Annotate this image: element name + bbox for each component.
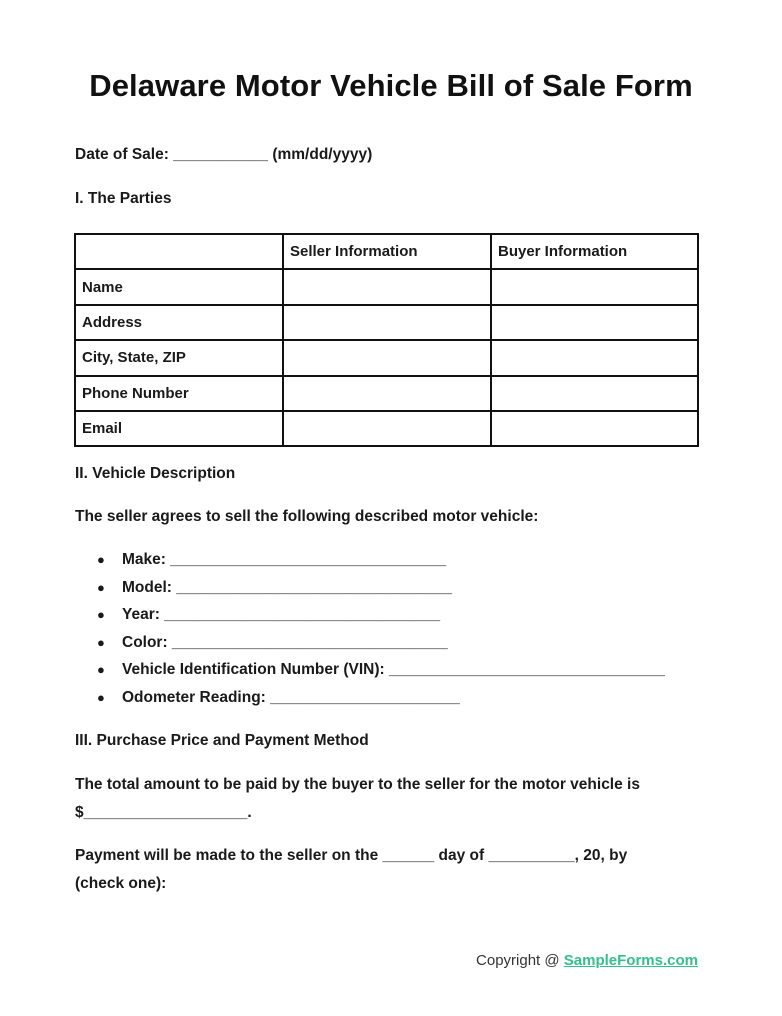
- date-of-sale-field[interactable]: Date of Sale: ___________ (mm/dd/yyyy): [75, 146, 373, 163]
- payment-check-text: (check one):: [75, 875, 167, 892]
- table-row: [75, 376, 698, 411]
- sampleforms-link[interactable]: SampleForms.com: [563, 952, 698, 969]
- vehicle-make-field[interactable]: Make: ________________________________: [122, 551, 447, 568]
- table-row: [75, 411, 698, 446]
- list-item[interactable]: [97, 577, 665, 605]
- buyer-address-cell[interactable]: [491, 305, 698, 340]
- vehicle-year-field[interactable]: Year: ________________________________: [122, 606, 441, 624]
- parties-table: [74, 233, 699, 447]
- bullet-icon: ●: [97, 552, 105, 567]
- list-item[interactable]: [97, 549, 665, 577]
- copyright-prefix: Copyright @: [476, 952, 564, 969]
- list-item[interactable]: [97, 687, 665, 715]
- seller-city-cell[interactable]: [283, 340, 491, 375]
- table-row: [75, 340, 698, 375]
- bullet-icon: ●: [97, 689, 105, 705]
- section-parties-heading: I. The Parties: [75, 190, 172, 207]
- table-header-cell: [75, 234, 283, 269]
- table-row: [75, 305, 698, 340]
- table-header-row: [75, 234, 698, 269]
- vehicle-model-field[interactable]: Model: ________________________________: [122, 578, 453, 596]
- section-payment-heading: III. Purchase Price and Payment Method: [75, 732, 369, 749]
- bullet-icon: ●: [97, 607, 105, 623]
- bullet-icon: ●: [97, 634, 105, 650]
- price-amount-field[interactable]: $___________________.: [75, 804, 252, 821]
- vehicle-details-list: [97, 549, 665, 715]
- bullet-icon: ●: [97, 662, 105, 678]
- list-item[interactable]: [97, 659, 665, 687]
- table-row: [75, 269, 698, 304]
- vehicle-vin-field[interactable]: Vehicle Identification Number (VIN): ________________________________: [122, 661, 665, 679]
- buyer-name-cell[interactable]: [491, 269, 698, 304]
- list-item[interactable]: [97, 632, 665, 660]
- list-item[interactable]: [97, 604, 665, 632]
- table-header-cell: Buyer Information: [491, 234, 698, 269]
- seller-name-cell[interactable]: [283, 269, 491, 304]
- section-vehicle-heading: II. Vehicle Description: [75, 465, 236, 482]
- vehicle-odometer-field[interactable]: Odometer Reading: ______________________: [122, 688, 460, 706]
- bullet-icon: ●: [97, 579, 105, 595]
- row-label: Name: [75, 269, 283, 304]
- payment-date-text[interactable]: Payment will be made to the seller on the ______ day of __________, 20, by: [75, 847, 628, 864]
- row-label: Phone Number: [75, 376, 283, 411]
- vehicle-intro-text: The seller agrees to sell the following described motor vehicle:: [75, 508, 539, 525]
- row-label: Email: [75, 411, 283, 446]
- price-text: The total amount to be paid by the buyer to the seller for the motor vehicle is: [75, 776, 640, 793]
- table-header-cell: Seller Information: [283, 234, 491, 269]
- buyer-email-cell[interactable]: [491, 411, 698, 446]
- document-title: Delaware Motor Vehicle Bill of Sale Form: [89, 68, 693, 103]
- row-label: City, State, ZIP: [75, 340, 283, 375]
- row-label: Address: [75, 305, 283, 340]
- vehicle-color-field[interactable]: Color: ________________________________: [122, 633, 448, 651]
- buyer-city-cell[interactable]: [491, 340, 698, 375]
- buyer-phone-cell[interactable]: [491, 376, 698, 411]
- seller-address-cell[interactable]: [283, 305, 491, 340]
- seller-email-cell[interactable]: [283, 411, 491, 446]
- seller-phone-cell[interactable]: [283, 376, 491, 411]
- copyright-footer: [476, 952, 698, 969]
